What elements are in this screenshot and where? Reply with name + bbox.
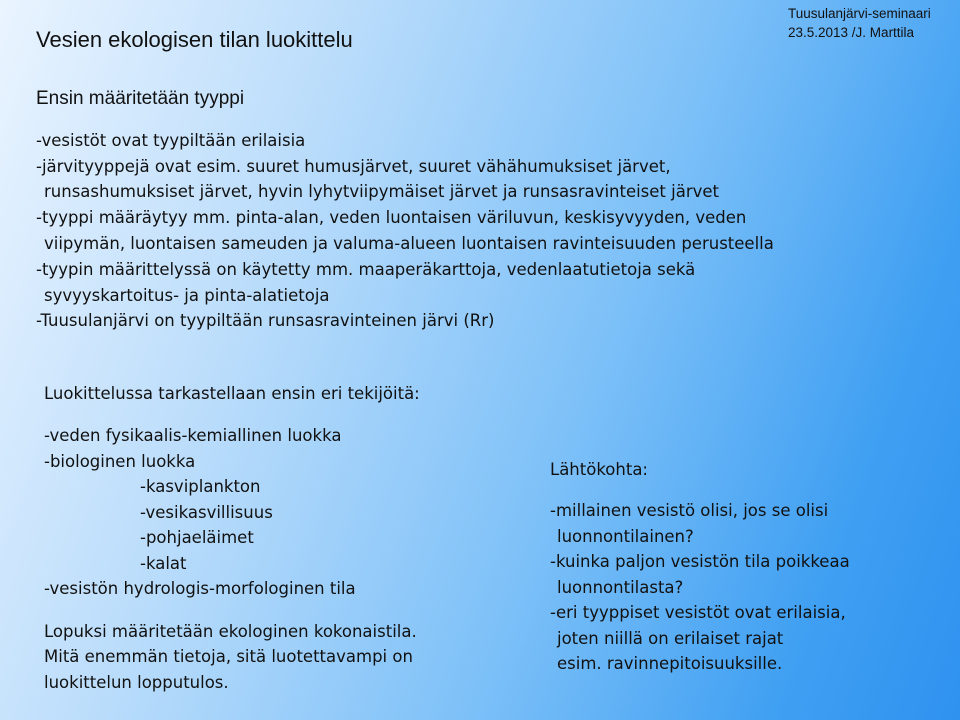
lahtokohta-line: esim. ravinnepitoisuuksille. — [557, 654, 783, 673]
intro-line: syvyyskartoitus- ja pinta-alatietoja — [44, 286, 330, 305]
intro-line: -järvityyppejä ovat esim. suuret humusjärvet, suuret vähähumuksiset järvet, — [36, 157, 671, 176]
factor-subitem: -vesikasvillisuus — [140, 503, 273, 522]
lahtokohta-line: luonnontilainen? — [557, 527, 694, 546]
intro-line: viipymän, luontaisen sameuden ja valuma-alueen luontaisen ravinteisuuden perusteella — [44, 234, 774, 253]
factors-heading: Luokittelussa tarkastellaan ensin eri tekijöitä: — [44, 384, 420, 403]
lahtokohta-line: joten niillä on erilaiset rajat — [557, 629, 784, 648]
intro-line: -vesistöt ovat tyypiltään erilaisia — [36, 131, 306, 150]
lahtokohta-line: luonnontilasta? — [557, 578, 684, 597]
factor-item: -veden fysikaalis-kemiallinen luokka — [44, 426, 342, 445]
factor-subitem: -kalat — [140, 554, 187, 573]
lahtokohta-heading: Lähtökohta: — [550, 460, 648, 479]
date-author: 23.5.2013 /J. Marttila — [788, 25, 915, 40]
slide-title: Vesien ekologisen tilan luokittelu — [36, 27, 353, 52]
seminar-name: Tuusulanjärvi-seminaari — [788, 6, 931, 21]
intro-line: -tyypin määrittelyssä on käytetty mm. maaperäkarttoja, vedenlaatutietoja sekä — [36, 260, 696, 279]
lahtokohta-line: -kuinka paljon vesistön tila poikkeaa — [550, 552, 850, 571]
conclusion-line: luokittelun lopputulos. — [44, 673, 229, 692]
intro-line: -Tuusulanjärvi on tyypiltään runsasravinteinen järvi (Rr) — [36, 311, 495, 330]
factor-item: -biologinen luokka — [44, 452, 196, 471]
factor-item: -vesistön hydrologis-morfologinen tila — [44, 579, 356, 598]
factor-subitem: -pohjaeläimet — [140, 528, 254, 547]
section-subtitle: Ensin määritetään tyyppi — [36, 88, 245, 109]
lahtokohta-line: -millainen vesistö olisi, jos se olisi — [550, 501, 829, 520]
lahtokohta-line: -eri tyyppiset vesistöt ovat erilaisia, — [550, 603, 846, 622]
intro-line: -tyyppi määräytyy mm. pinta-alan, veden luontaisen väriluvun, keskisyvyyden, veden — [36, 208, 747, 227]
header-info — [788, 4, 931, 42]
factor-subitem: -kasviplankton — [140, 477, 261, 496]
conclusion-line: Lopuksi määritetään ekologinen kokonaistila. — [44, 622, 417, 641]
intro-line: runsashumuksiset järvet, hyvin lyhytviipymäiset järvet ja runsasravinteiset järvet — [44, 182, 720, 201]
conclusion-line: Mitä enemmän tietoja, sitä luotettavampi on — [44, 647, 413, 666]
